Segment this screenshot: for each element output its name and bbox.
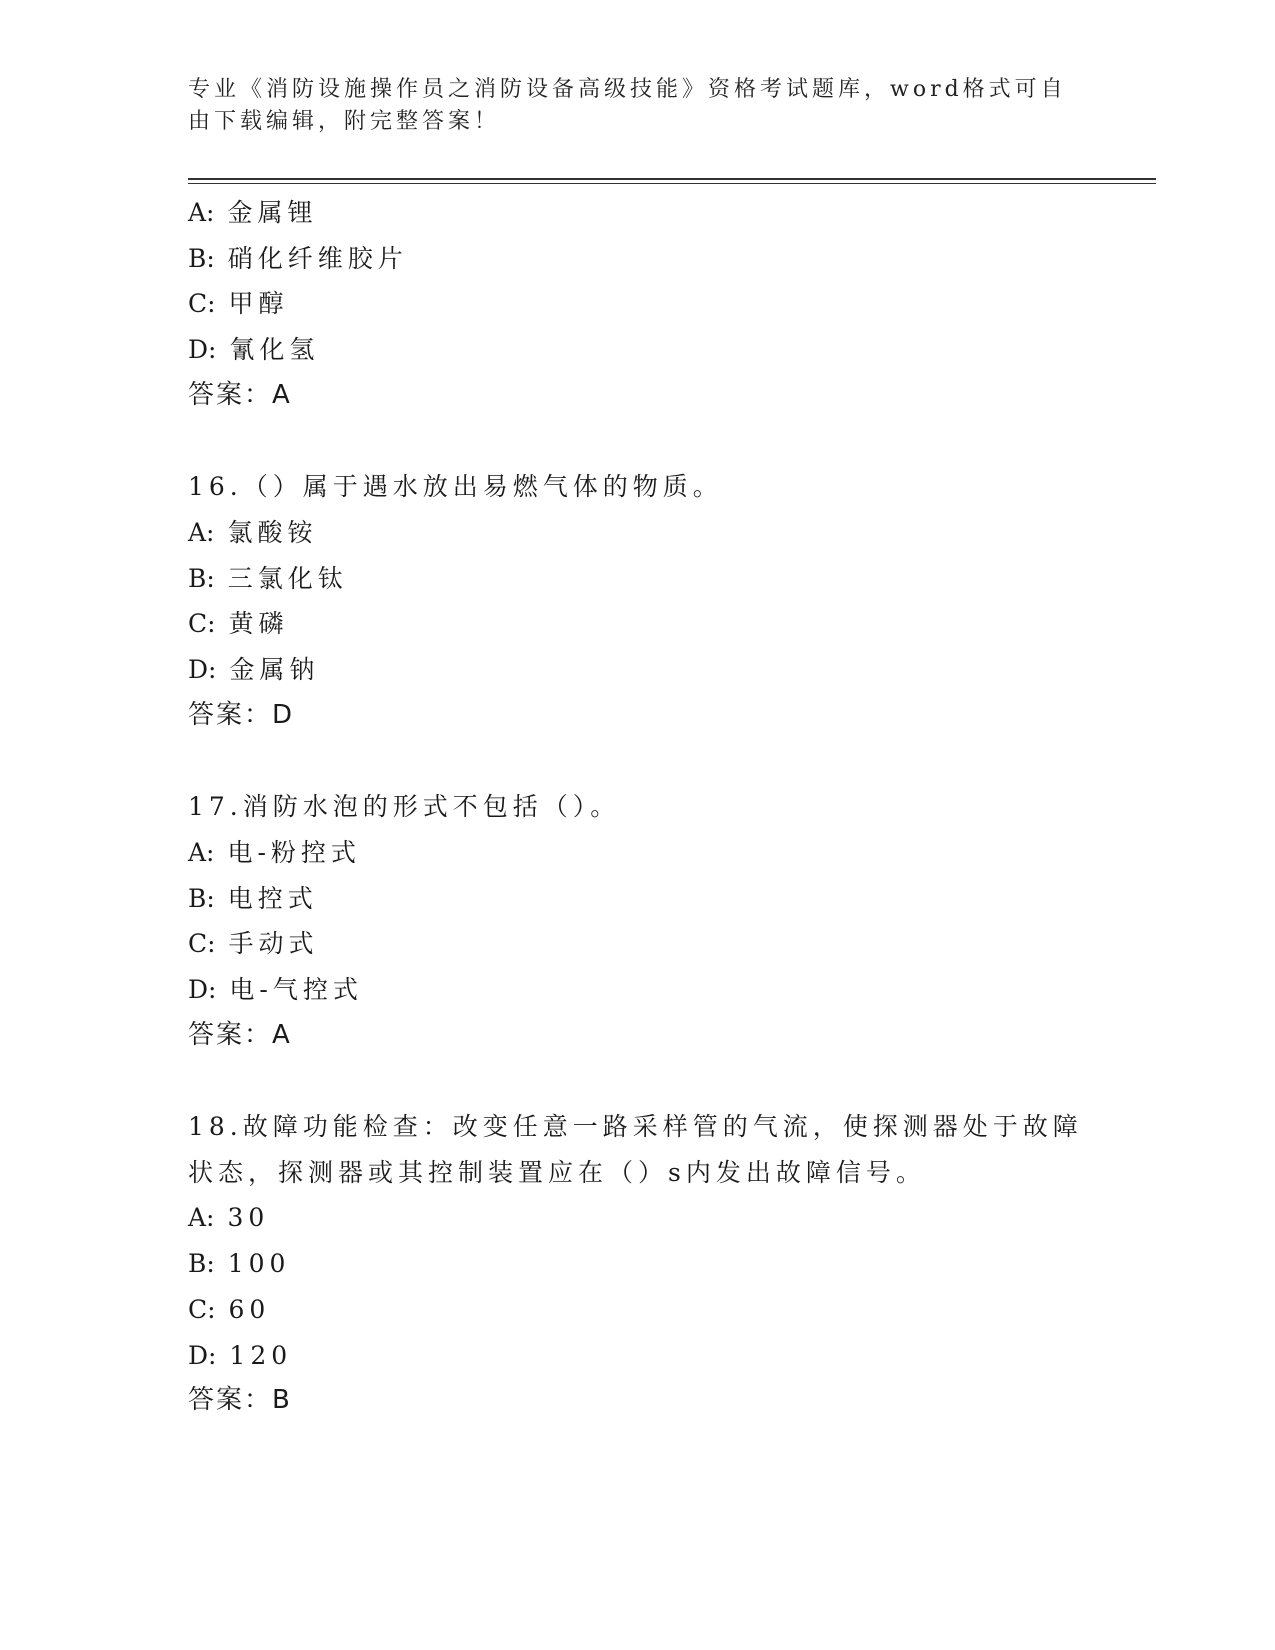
header-divider [188,178,1156,180]
question-block-partial [188,190,1088,419]
question-block-18 [188,1104,1088,1424]
question-spacer [188,419,1088,465]
question-spacer [188,1058,1088,1104]
option-a: A: 30 [188,1203,270,1233]
question-stem: 17.消防水泡的形式不包括（）。 [188,792,621,822]
option-c: C: 黄磷 [188,609,289,639]
answer-line: 答案：A [188,1019,292,1050]
option-c: C: 60 [188,1294,271,1324]
option-a: A: 金属锂 [188,198,318,227]
option-c: C: 甲醇 [188,289,289,319]
answer-line: 答案：B [188,1385,292,1416]
question-block-16 [188,464,1088,738]
option-b: B: 电控式 [188,883,318,913]
question-stem: 16.（）属于遇水放出易燃气体的物质。 [188,472,723,502]
header-divider-thin [188,183,1156,184]
question-spacer [188,738,1088,784]
option-d: D: 氰化氢 [188,335,320,365]
option-a: A: 氯酸铵 [188,517,318,547]
option-b: B: 硝化纤维胶片 [188,243,408,273]
option-b: B: 三氯化钛 [188,563,348,593]
question-block-17 [188,784,1088,1058]
question-list [188,190,1088,1424]
answer-line: 答案：A [188,379,292,410]
option-d: D: 电-气控式 [188,974,363,1004]
answer-line: 答案：D [188,699,295,730]
option-b: B: 100 [188,1249,291,1279]
option-c: C: 手动式 [188,929,319,959]
option-d: D: 金属钠 [188,655,320,685]
document-intro: 专业《消防设施操作员之消防设备高级技能》资格考试题库，word格式可自由下载编辑，附完整答案！ [188,77,1067,134]
option-a: A: 电-粉控式 [188,837,361,867]
option-d: D: 120 [188,1340,293,1370]
question-stem: 18.故障功能检查：改变任意一路采样管的气流，使探测器处于故障状态，探测器或其控制装置应在（）s内发出故障信号。 [188,1112,1083,1187]
